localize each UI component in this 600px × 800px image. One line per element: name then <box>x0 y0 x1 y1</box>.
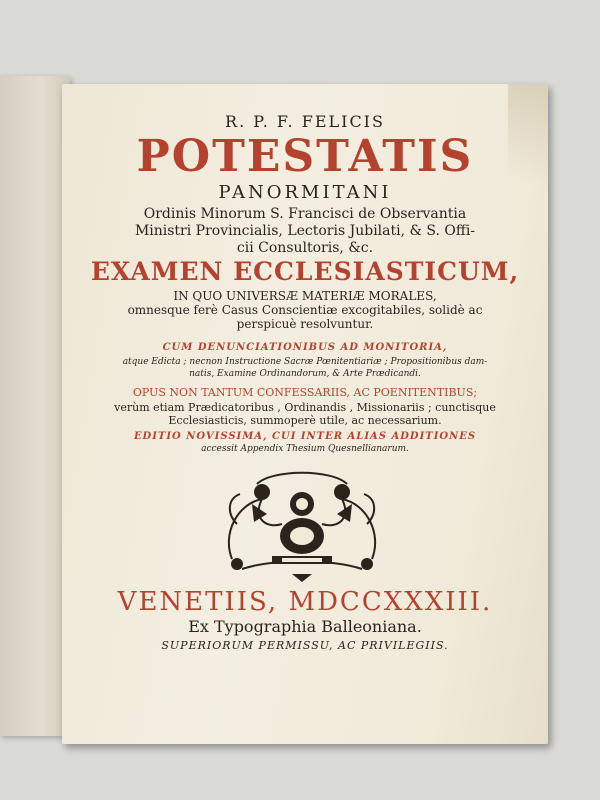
title-page <box>62 84 548 744</box>
order-statement <box>62 206 548 257</box>
atque-line: natis, Examine Ordinandorum, & Arte Prædicandi. <box>189 369 421 379</box>
accessit-line: accessit Appendix Thesium Quesnellianarum. <box>201 444 409 454</box>
printer-line: Ex Typographia Balleoniana. <box>188 617 422 636</box>
permission-line: SUPERIORUM PERMISSU, AC PRIVILEGIIS. <box>161 639 449 652</box>
author-line: R. P. F. FELICIS <box>225 112 385 131</box>
author-city: PANORMITANI <box>218 182 392 203</box>
order-line: cii Consultoris, &c. <box>236 240 374 256</box>
description-line: perspicuè resolvuntur. <box>236 317 374 331</box>
vero-line: Ecclesiasticis, summoperè utile, ac necessarium. <box>168 414 442 427</box>
description-line: IN QUO UNIVERSÆ MATERIÆ MORALES, <box>173 289 437 303</box>
left-page-leaf <box>0 76 70 736</box>
order-line: Ministri Provincialis, Lectoris Jubilati, & S. Offi- <box>134 223 476 239</box>
vero-line: verùm etiam Prædicatoribus , Ordinandis , Missionariis ; cunctisque <box>114 401 496 414</box>
cum-line: CUM DENUNCIATIONIBUS AD MONITORIA, <box>162 342 448 353</box>
editio-line: EDITIO NOVISSIMA, CUI INTER ALIAS ADDITIONES <box>133 431 477 442</box>
description-line: omnesque ferè Casus Conscientiæ excogitabiles, solidè ac <box>127 303 483 317</box>
work-title: EXAMEN ECCLESIASTICUM, <box>90 257 520 286</box>
vero-block <box>62 401 548 427</box>
atque-line: atque Edicta ; necnon Instructione Sacræ Pœnitentiariæ ; Propositionibus dam- <box>122 357 488 367</box>
imprint-place: VENETIIS, MDCCXXXIII. <box>117 587 493 617</box>
atque-block <box>62 356 548 380</box>
description <box>62 289 548 331</box>
author-name: POTESTATIS <box>136 131 474 182</box>
printer-ornament <box>212 464 392 584</box>
order-line: Ordinis Minorum S. Francisci de Observantia <box>143 206 467 222</box>
opus-line: OPUS NON TANTUM CONFESSARIIS, AC POENITENTIBUS; <box>132 386 478 399</box>
